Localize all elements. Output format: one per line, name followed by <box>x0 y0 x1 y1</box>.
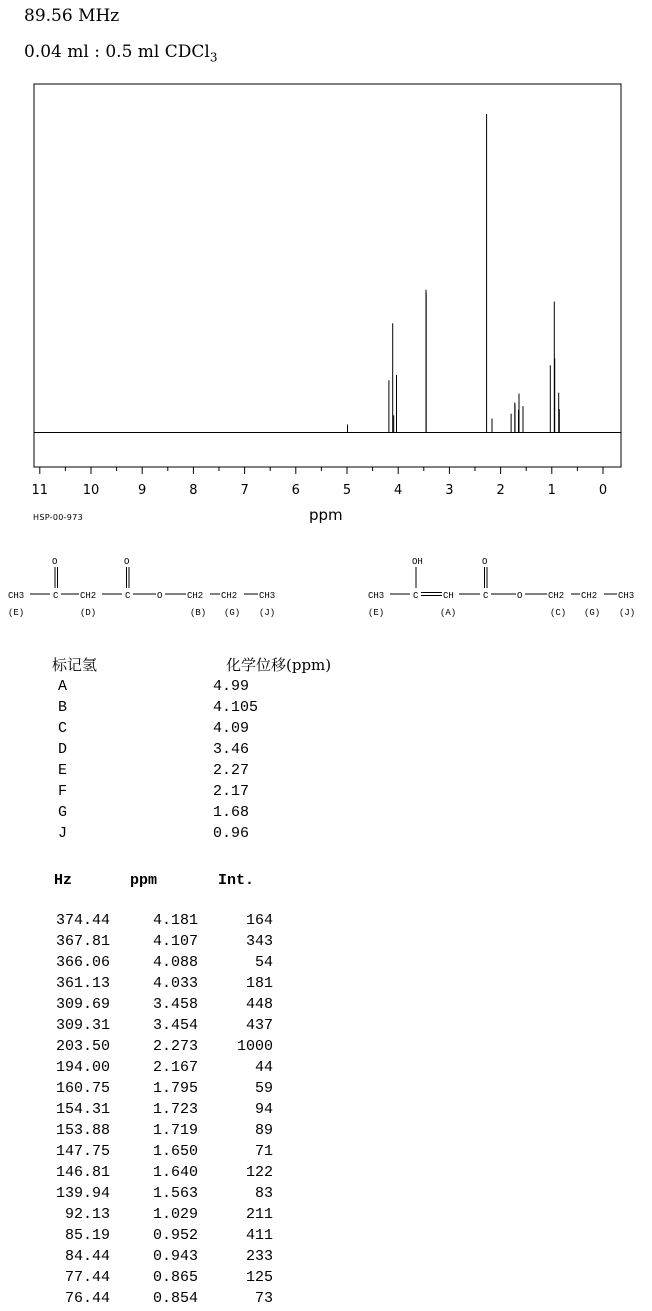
enol-structure <box>360 548 652 623</box>
peak-row <box>0 1143 300 1164</box>
keto-atom-c1: C <box>53 591 59 601</box>
enol-atom-ch3-e: CH3 <box>368 591 385 601</box>
peak-ppm: 4.088 <box>152 954 198 971</box>
peak-hz: 361.13 <box>55 975 110 992</box>
peak-hz: 366.06 <box>55 954 110 971</box>
keto-label-g: (G) <box>224 608 241 618</box>
assignment-label: E <box>58 762 68 779</box>
assignment-header-shift: 化学位移(ppm) <box>226 656 332 674</box>
x-tick-label: 5 <box>342 483 352 498</box>
peak-ppm: 3.458 <box>152 996 198 1013</box>
peak-ppm: 1.723 <box>152 1101 198 1118</box>
peak-row <box>0 1122 300 1143</box>
peak-int: 411 <box>245 1227 273 1244</box>
x-tick-label: 6 <box>291 483 300 498</box>
assignment-shift: 3.46 <box>213 741 250 758</box>
x-tick-label: 2 <box>496 483 505 498</box>
peak-ppm: 0.943 <box>152 1248 198 1265</box>
peak-header-hz: Hz <box>54 872 73 889</box>
peak-hz: 160.75 <box>55 1080 110 1097</box>
peak-int: 437 <box>245 1017 273 1034</box>
peak-row <box>0 1101 300 1122</box>
peak-header-int: Int. <box>218 872 255 889</box>
peak-int: 54 <box>254 954 273 971</box>
peak-row <box>0 1248 300 1269</box>
peak-hz: 309.31 <box>55 1017 110 1034</box>
assignment-label: J <box>58 825 68 842</box>
peak-hz: 139.94 <box>55 1185 110 1202</box>
peak-int: 164 <box>245 912 273 929</box>
nmr-spectrum-chart <box>0 70 652 510</box>
peak-hz: 92.13 <box>64 1206 110 1223</box>
peak-ppm: 2.273 <box>152 1038 198 1055</box>
peak-hz: 147.75 <box>55 1143 110 1160</box>
enol-atom-c1: C <box>413 591 419 601</box>
enol-sub-o: O <box>482 557 488 567</box>
assignment-label: D <box>58 741 68 758</box>
peak-int: 73 <box>254 1290 273 1307</box>
peak-ppm: 1.029 <box>152 1206 198 1223</box>
peak-row <box>0 954 300 975</box>
assignment-label: G <box>58 804 68 821</box>
x-tick-label: 11 <box>31 483 49 498</box>
peak-row <box>0 1185 300 1206</box>
peak-row <box>0 1017 300 1038</box>
peak-row <box>0 1206 300 1227</box>
keto-sub-o1: O <box>52 557 58 567</box>
peak-row <box>0 1290 300 1311</box>
assignment-label: B <box>58 699 68 716</box>
peak-hz: 153.88 <box>55 1122 110 1139</box>
keto-label-j: (J) <box>259 608 276 618</box>
keto-atom-ch2-b: CH2 <box>187 591 204 601</box>
peak-row <box>0 1227 300 1248</box>
assignment-label: A <box>58 678 68 695</box>
peak-row <box>0 1269 300 1290</box>
solvent-info <box>24 42 217 64</box>
assignment-header-label: 标记氢 <box>52 656 98 674</box>
assignment-label: C <box>58 720 68 737</box>
peak-int: 125 <box>245 1269 273 1286</box>
assignment-shift: 1.68 <box>213 804 250 821</box>
enol-atom-o: O <box>517 591 523 601</box>
x-axis-ticks <box>32 467 608 498</box>
enol-label-j: (J) <box>619 608 636 618</box>
peak-row <box>0 1080 300 1101</box>
assignment-shift: 4.09 <box>213 720 250 737</box>
assignment-shift: 2.17 <box>213 783 250 800</box>
peak-ppm: 0.865 <box>152 1269 198 1286</box>
peak-int: 89 <box>254 1122 273 1139</box>
spectrum-code: HSP-00-973 <box>33 513 83 522</box>
peak-int: 71 <box>254 1143 273 1160</box>
enol-atom-ch2-g: CH2 <box>581 591 598 601</box>
enol-label-c: (C) <box>550 608 567 618</box>
peak-int: 233 <box>245 1248 273 1265</box>
peak-row <box>0 1059 300 1080</box>
peak-row <box>0 996 300 1017</box>
solvent-text: 0.04 ml : 0.5 ml CDCl <box>24 42 210 62</box>
peak-hz: 194.00 <box>55 1059 110 1076</box>
peak-ppm: 4.107 <box>152 933 198 950</box>
keto-atom-o: O <box>157 591 163 601</box>
peak-hz: 77.44 <box>64 1269 110 1286</box>
peak-int: 181 <box>245 975 273 992</box>
peak-hz: 203.50 <box>55 1038 110 1055</box>
x-tick-label: 0 <box>598 483 608 498</box>
peak-row <box>0 933 300 954</box>
x-tick-label: 7 <box>240 483 249 498</box>
peak-hz: 146.81 <box>55 1164 110 1181</box>
x-tick-label: 9 <box>138 483 147 498</box>
peak-row <box>0 912 300 933</box>
x-tick-label: 1 <box>547 483 556 498</box>
peak-hz: 367.81 <box>55 933 110 950</box>
peak-int: 59 <box>254 1080 273 1097</box>
keto-atom-ch2-d: CH2 <box>80 591 97 601</box>
assignment-shift: 4.99 <box>213 678 250 695</box>
peak-hz: 154.31 <box>55 1101 110 1118</box>
enol-label-e: (E) <box>368 608 385 618</box>
peak-hz: 309.69 <box>55 996 110 1013</box>
keto-atom-c2: C <box>125 591 131 601</box>
keto-label-d: (D) <box>80 608 97 618</box>
enol-atom-ch-a: CH <box>443 591 454 601</box>
assignment-shift: 2.27 <box>213 762 250 779</box>
keto-atom-ch3-j: CH3 <box>259 591 276 601</box>
keto-sub-o2: O <box>124 557 130 567</box>
peak-int: 122 <box>245 1164 273 1181</box>
enol-label-g: (G) <box>584 608 601 618</box>
peak-int: 448 <box>245 996 273 1013</box>
peak-ppm: 3.454 <box>152 1017 198 1034</box>
peak-ppm: 1.795 <box>152 1080 198 1097</box>
peak-ppm: 1.640 <box>152 1164 198 1181</box>
keto-label-b: (B) <box>190 608 207 618</box>
x-axis-label: ppm <box>309 506 343 524</box>
peak-ppm: 1.650 <box>152 1143 198 1160</box>
peak-row <box>0 975 300 996</box>
keto-structure <box>0 548 300 623</box>
spectrometer-frequency: 89.56 MHz <box>24 6 120 26</box>
enol-atom-c2: C <box>483 591 489 601</box>
enol-sub-oh: OH <box>412 557 423 567</box>
peak-int: 211 <box>245 1206 273 1223</box>
peak-ppm: 1.719 <box>152 1122 198 1139</box>
keto-atom-ch3-e: CH3 <box>8 591 25 601</box>
peak-int: 343 <box>245 933 273 950</box>
peak-ppm: 0.952 <box>152 1227 198 1244</box>
x-tick-label: 4 <box>394 483 403 498</box>
peak-ppm: 2.167 <box>152 1059 198 1076</box>
keto-atom-ch2-g: CH2 <box>221 591 238 601</box>
x-tick-label: 8 <box>189 483 198 498</box>
peak-ppm: 1.563 <box>152 1185 198 1202</box>
assignment-shift: 0.96 <box>213 825 250 842</box>
solvent-subscript: 3 <box>209 50 218 65</box>
plot-frame <box>34 84 621 467</box>
enol-label-a: (A) <box>440 608 457 618</box>
peak-row <box>0 1164 300 1185</box>
peak-header-ppm: ppm <box>130 872 158 889</box>
peak-int: 94 <box>254 1101 273 1118</box>
peak-row <box>0 1038 300 1059</box>
enol-atom-ch2-c: CH2 <box>548 591 565 601</box>
peak-ppm: 0.854 <box>152 1290 198 1307</box>
keto-label-e: (E) <box>8 608 25 618</box>
x-tick-label: 10 <box>82 483 100 498</box>
peak-hz: 374.44 <box>55 912 110 929</box>
assignment-label: F <box>58 783 68 800</box>
peak-int: 44 <box>254 1059 273 1076</box>
peak-ppm: 4.181 <box>152 912 198 929</box>
spectrum-peaks <box>348 114 560 433</box>
peak-ppm: 4.033 <box>152 975 198 992</box>
peak-hz: 85.19 <box>64 1227 110 1244</box>
enol-atom-ch3-j: CH3 <box>618 591 635 601</box>
x-tick-label: 3 <box>445 483 454 498</box>
peak-hz: 84.44 <box>64 1248 110 1265</box>
peak-hz: 76.44 <box>64 1290 110 1307</box>
peak-int: 1000 <box>236 1038 273 1055</box>
peak-int: 83 <box>254 1185 273 1202</box>
assignment-shift: 4.105 <box>213 699 259 716</box>
